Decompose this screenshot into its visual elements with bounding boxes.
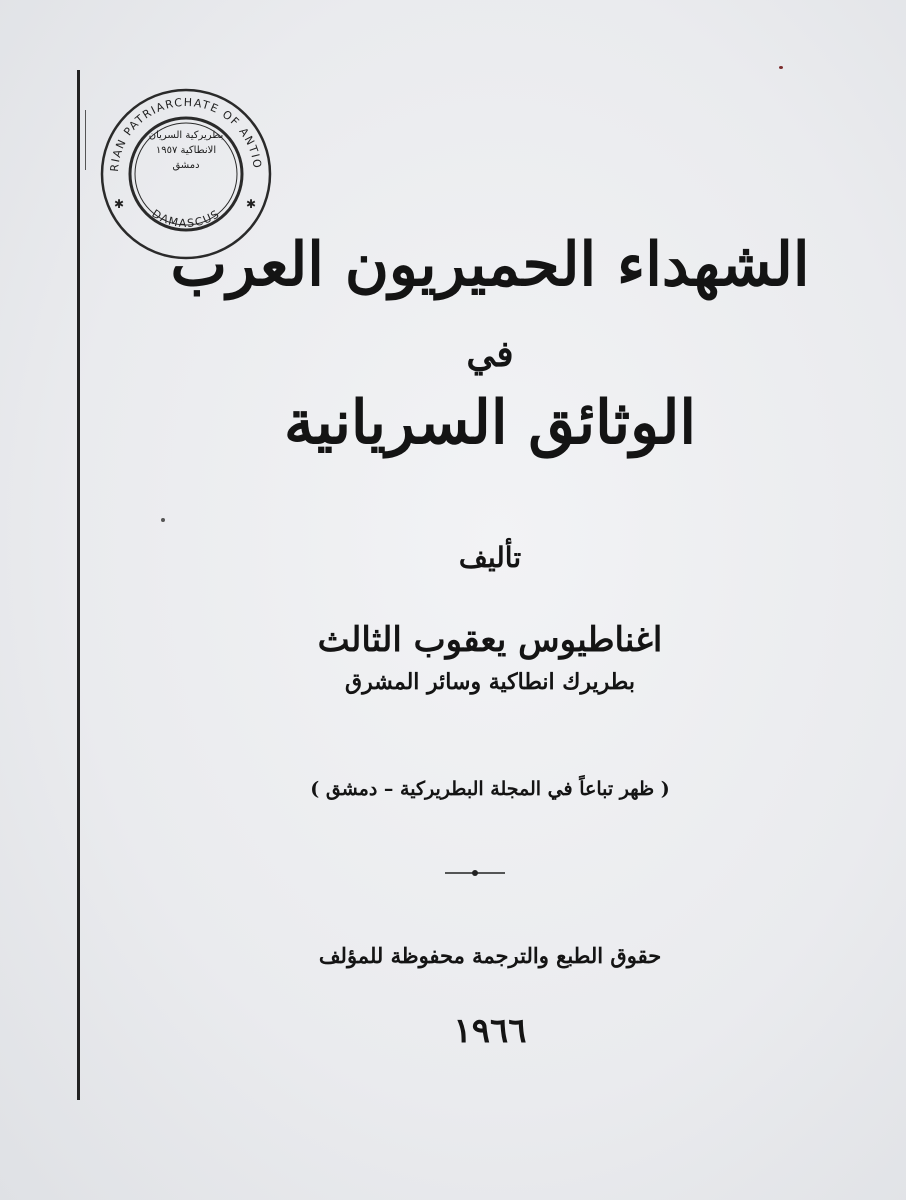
margin-line: [77, 70, 80, 1100]
seal-line-1: بطريركية السريان: [148, 130, 224, 141]
copyright-notice: حقوق الطبع والترجمة محفوظة للمؤلف: [318, 943, 662, 968]
title-line-2: الوثائق السريانية: [283, 388, 697, 458]
svg-text:✱: ✱: [246, 197, 257, 211]
seal-line-2: الانطاكية ١٩٥٧: [155, 145, 217, 156]
author-name: اغناطيوس يعقوب الثالث: [317, 620, 663, 660]
title-connector: في: [466, 333, 514, 375]
seal-line-3: دمشق: [172, 160, 200, 171]
authored-by-label: تأليف: [458, 541, 522, 574]
margin-mark: [85, 110, 91, 170]
author-title: بطريرك انطاكية وسائر المشرق: [345, 669, 635, 695]
seal-top-text: RIAN PATRIARCHATE OF ANTIO: [107, 95, 264, 173]
paper-speck: [161, 518, 165, 522]
seal-inner-text: [126, 128, 246, 218]
paper-speck: [779, 66, 783, 69]
title-line-1: الشهداء الحميريون العرب: [170, 230, 810, 300]
svg-text:✱: ✱: [114, 197, 125, 211]
publication-year: ١٩٦٦: [453, 1011, 527, 1051]
publication-note: ( ظهر تباعاً في المجلة البطريركية – دمشق ): [310, 778, 670, 800]
seal-bottom-text: DAMASCUS: [149, 207, 223, 231]
ornament-divider: [445, 868, 505, 878]
